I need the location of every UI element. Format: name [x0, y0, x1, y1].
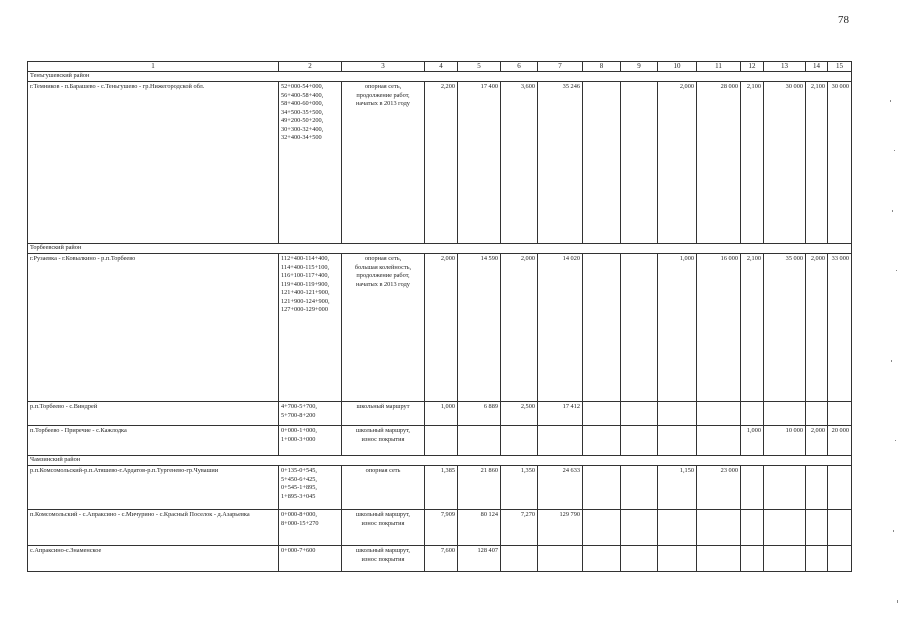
value-cell — [828, 402, 852, 426]
value-cell: 17 400 — [458, 82, 501, 244]
road-name-cell: г.Рузаевка - г.Ковылкино - р.п.Торбеево — [28, 254, 279, 402]
section-row — [28, 72, 852, 82]
value-cell — [621, 82, 658, 244]
value-cell — [741, 546, 764, 572]
work-type-cell: школьный маршрут, износ покрытия — [342, 510, 425, 546]
km-section-cell: 52+000-54+000, 56+400-58+400, 58+400-60+000, 34+500-35+500, 49+200-50+200, 30+300-32+400, 32+400-34+500 — [279, 82, 342, 244]
value-cell — [583, 510, 621, 546]
table-row — [28, 82, 852, 244]
road-name-cell: п.Торбеево - Приречие - с.Кажлодка — [28, 426, 279, 456]
value-cell — [828, 466, 852, 510]
value-cell — [828, 546, 852, 572]
road-works-table — [27, 61, 852, 572]
header-cell: 10 — [658, 62, 697, 72]
work-type-cell: опорная сеть — [342, 466, 425, 510]
value-cell — [764, 546, 806, 572]
value-cell — [697, 546, 741, 572]
value-cell — [658, 402, 697, 426]
value-cell — [583, 466, 621, 510]
value-cell — [806, 546, 828, 572]
value-cell — [501, 426, 538, 456]
value-cell: 1,385 — [425, 466, 458, 510]
value-cell: 7,909 — [425, 510, 458, 546]
value-cell — [828, 510, 852, 546]
table-row — [28, 254, 852, 402]
value-cell: 21 860 — [458, 466, 501, 510]
value-cell — [741, 466, 764, 510]
value-cell: 14 020 — [538, 254, 583, 402]
table-row — [28, 546, 852, 572]
value-cell: 24 633 — [538, 466, 583, 510]
header-cell: 15 — [828, 62, 852, 72]
section-row — [28, 244, 852, 254]
value-cell — [583, 82, 621, 244]
work-type-cell: школьный маршрут — [342, 402, 425, 426]
value-cell — [658, 546, 697, 572]
value-cell — [583, 426, 621, 456]
value-cell: 1,350 — [501, 466, 538, 510]
value-cell: 1,000 — [741, 426, 764, 456]
header-cell: 14 — [806, 62, 828, 72]
header-cell: 8 — [583, 62, 621, 72]
value-cell — [764, 402, 806, 426]
value-cell — [697, 402, 741, 426]
table-row — [28, 466, 852, 510]
km-section-cell: 0+000-1+000, 1+000-3+000 — [279, 426, 342, 456]
road-name-cell: г.Темников - п.Барашево - с.Теньгушево - гр.Нижегородской обл. — [28, 82, 279, 244]
value-cell: 1,000 — [425, 402, 458, 426]
header-cell: 5 — [458, 62, 501, 72]
work-type-cell: школьный маршрут, износ покрытия — [342, 426, 425, 456]
section-title: Торбеевский район — [28, 244, 852, 254]
road-name-cell: р.п.Торбеево - с.Виндрей — [28, 402, 279, 426]
work-type-cell: опорная сеть, продолжение работ, начатых в 2013 году — [342, 82, 425, 244]
value-cell: 1,000 — [658, 254, 697, 402]
value-cell: 2,500 — [501, 402, 538, 426]
value-cell: 17 412 — [538, 402, 583, 426]
value-cell — [764, 466, 806, 510]
value-cell — [501, 546, 538, 572]
value-cell: 23 000 — [697, 466, 741, 510]
value-cell: 2,000 — [425, 254, 458, 402]
table-row — [28, 402, 852, 426]
value-cell — [621, 254, 658, 402]
value-cell — [697, 510, 741, 546]
value-cell: 2,000 — [806, 426, 828, 456]
km-section-cell: 112+400-114+400, 114+400-115+100, 116+100-117+400, 119+400-119+900, 121+400-121+900, 121+900-124+900, 127+000-129+000 — [279, 254, 342, 402]
value-cell — [741, 510, 764, 546]
header-cell: 9 — [621, 62, 658, 72]
value-cell — [621, 546, 658, 572]
value-cell: 28 000 — [697, 82, 741, 244]
value-cell: 35 000 — [764, 254, 806, 402]
table-row — [28, 510, 852, 546]
value-cell — [583, 254, 621, 402]
table-row — [28, 426, 852, 456]
value-cell: 20 000 — [828, 426, 852, 456]
value-cell: 3,600 — [501, 82, 538, 244]
value-cell — [621, 510, 658, 546]
value-cell — [764, 510, 806, 546]
header-cell: 7 — [538, 62, 583, 72]
value-cell — [538, 546, 583, 572]
value-cell — [621, 402, 658, 426]
value-cell — [658, 510, 697, 546]
value-cell: 129 790 — [538, 510, 583, 546]
value-cell: 2,000 — [501, 254, 538, 402]
header-cell: 3 — [342, 62, 425, 72]
value-cell — [806, 402, 828, 426]
value-cell: 33 000 — [828, 254, 852, 402]
header-cell: 4 — [425, 62, 458, 72]
value-cell: 35 246 — [538, 82, 583, 244]
value-cell — [621, 466, 658, 510]
value-cell: 80 124 — [458, 510, 501, 546]
value-cell — [458, 426, 501, 456]
header-cell: 6 — [501, 62, 538, 72]
section-row — [28, 456, 852, 466]
header-cell: 11 — [697, 62, 741, 72]
value-cell: 30 000 — [828, 82, 852, 244]
value-cell: 1,150 — [658, 466, 697, 510]
work-type-cell: школьный маршрут, износ покрытия — [342, 546, 425, 572]
value-cell: 2,100 — [741, 254, 764, 402]
work-type-cell: опорная сеть, большая колейность, продолжение работ, начатых в 2013 году — [342, 254, 425, 402]
scan-noise — [887, 60, 901, 640]
road-name-cell: п.Комсомольский - с.Апраксино - с.Мичурино - с.Красный Поселок - д.Азарьевка — [28, 510, 279, 546]
value-cell: 7,600 — [425, 546, 458, 572]
value-cell: 14 590 — [458, 254, 501, 402]
header-cell: 12 — [741, 62, 764, 72]
km-section-cell: 0+000-7+600 — [279, 546, 342, 572]
km-section-cell: 0+000-8+000, 8+000-15+270 — [279, 510, 342, 546]
value-cell — [697, 426, 741, 456]
value-cell: 6 889 — [458, 402, 501, 426]
value-cell — [806, 510, 828, 546]
value-cell: 7,270 — [501, 510, 538, 546]
value-cell: 2,200 — [425, 82, 458, 244]
value-cell: 2,000 — [658, 82, 697, 244]
road-name-cell: р.п.Комсомольский-р.п.Атяшево-г.Ардатов-р.п.Тургенево-гр.Чувашии — [28, 466, 279, 510]
value-cell: 128 407 — [458, 546, 501, 572]
value-cell — [806, 466, 828, 510]
header-cell: 1 — [28, 62, 279, 72]
value-cell — [583, 402, 621, 426]
section-title: Тенъгушевский район — [28, 72, 852, 82]
km-section-cell: 4+700-5+700, 5+700-8+200 — [279, 402, 342, 426]
value-cell — [658, 426, 697, 456]
km-section-cell: 0+135-0+545, 5+450-6+425, 0+545-1+895, 1+895-3+045 — [279, 466, 342, 510]
value-cell: 2,100 — [741, 82, 764, 244]
header-row — [28, 62, 852, 72]
section-title: Чамзинский район — [28, 456, 852, 466]
value-cell: 2,000 — [806, 254, 828, 402]
header-cell: 13 — [764, 62, 806, 72]
value-cell — [621, 426, 658, 456]
header-cell: 2 — [279, 62, 342, 72]
value-cell: 16 000 — [697, 254, 741, 402]
value-cell — [538, 426, 583, 456]
value-cell: 10 000 — [764, 426, 806, 456]
page-number: 78 — [838, 14, 849, 26]
value-cell: 30 000 — [764, 82, 806, 244]
value-cell — [583, 546, 621, 572]
value-cell — [425, 426, 458, 456]
value-cell: 2,100 — [806, 82, 828, 244]
value-cell — [741, 402, 764, 426]
road-name-cell: с.Апраксино-с.Знаменское — [28, 546, 279, 572]
